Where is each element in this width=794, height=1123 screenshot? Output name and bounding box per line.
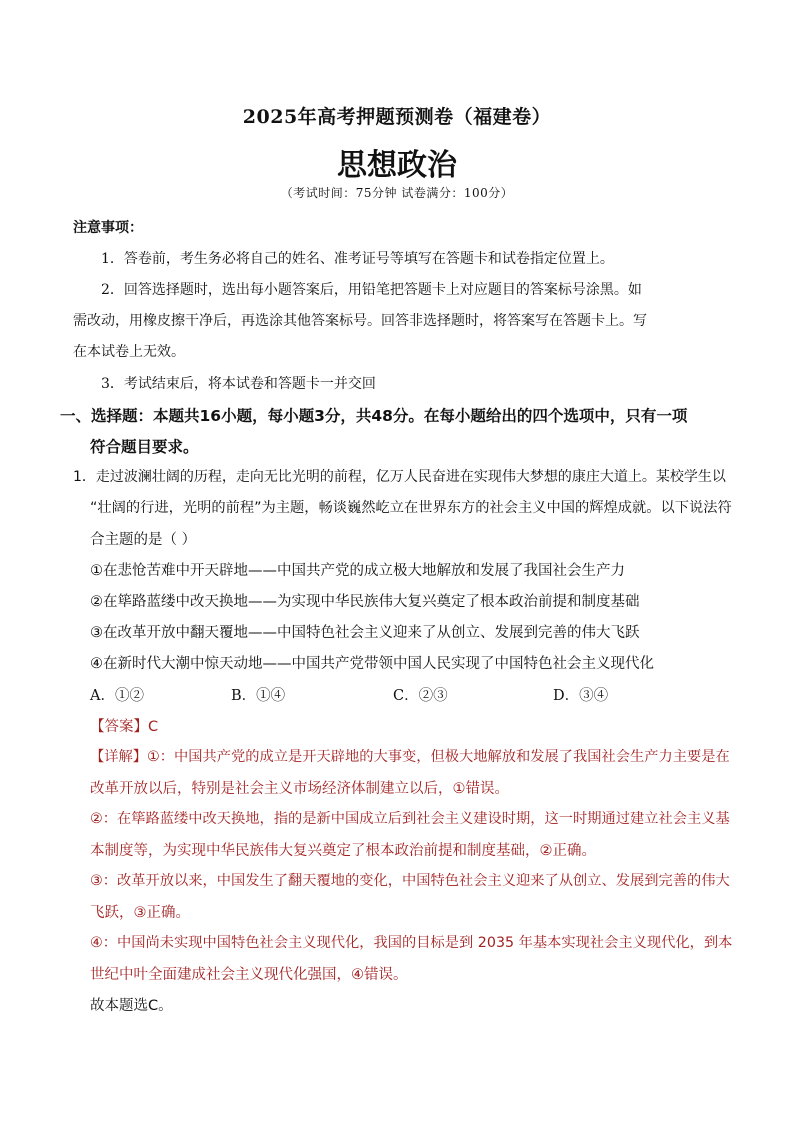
option-d: D．③④ — [553, 688, 609, 704]
question-1-stem-line-2: “壮阔的行进，光明的前程”为主题，畅谈巍然屹立在世界东方的社会主义中国的辉煌成就。以下说法符 — [90, 500, 732, 516]
explanation-p2-line-1: ②：在筚路蓝缕中改天换地，指的是新中国成立后到社会主义建设时期，这一时期通过建立社会主义基 — [90, 811, 730, 827]
explanation-p1-line-1 — [90, 746, 730, 766]
statement-3: ③在改革开放中翻天覆地——中国特色社会主义迎来了从创立、发展到完善的伟大飞跃 — [90, 625, 640, 641]
notice-item-3: 3．考试结束后，将本试卷和答题卡一并交回 — [101, 376, 376, 392]
explanation-p1-text: ①：中国共产党的成立是开天辟地的大事变，但极大地解放和发展了我国社会生产力主要是在 — [147, 749, 730, 765]
explanation-p2-line-2: 本制度等，为实现中华民族伟大复兴奠定了根本政治前提和制度基础，②正确。 — [90, 843, 596, 859]
exam-meta: （考试时间：75分钟 试卷满分：100分） — [280, 186, 514, 200]
notice-item-1: 1．答卷前，考生务必将自己的姓名、准考证号等填写在答题卡和试卷指定位置上。 — [101, 251, 614, 267]
section-heading-line-2: 符合题目要求。 — [90, 438, 199, 456]
notice-item-2-line-3: 在本试卷上无效。 — [73, 344, 185, 360]
exam-title: 2025年高考押题预测卷（福建卷） — [242, 106, 552, 128]
explanation-p3-line-1: ③：改革开放以来，中国发生了翻天覆地的变化，中国特色社会主义迎来了从创立、发展到完善的伟大 — [90, 873, 730, 889]
statement-1: ①在悲怆苦难中开天辟地——中国共产党的成立极大地解放和发展了我国社会生产力 — [90, 563, 625, 579]
notice-heading: 注意事项： — [73, 220, 143, 236]
answer-label: 【答案】C — [90, 719, 159, 735]
explanation-label: 【详解】 — [90, 749, 148, 765]
question-1-stem-line-3: 合主题的是（ ） — [90, 532, 197, 548]
statement-4: ④在新时代大潮中惊天动地——中国共产党带领中国人民实现了中国特色社会主义现代化 — [90, 656, 654, 672]
section-heading-line-1: 一、选择题：本题共16小题，每小题3分，共48分。在每小题给出的四个选项中，只有一项 — [60, 407, 688, 425]
option-a: A．①② — [90, 688, 144, 704]
notice-item-2-line-2: 需改动，用橡皮擦干净后，再选涂其他答案标号。回答非选择题时，将答案写在答题卡上。写 — [73, 313, 647, 329]
explanation-p4-line-1: ④：中国尚未实现中国特色社会主义现代化，我国的目标是到 2035 年基本实现社会主义现代化，到本 — [90, 935, 733, 951]
explanation-p1-line-2: 改革开放以后，特别是社会主义市场经济体制建立以后，①错误。 — [90, 781, 509, 797]
statement-2: ②在筚路蓝缕中改天换地——为实现中华民族伟大复兴奠定了根本政治前提和制度基础 — [90, 594, 640, 610]
question-1-stem-line-1: 1．走过波澜壮阔的历程，走向无比光明的前程，亿万人民奋进在实现伟大梦想的康庄大道上。某校学生以 — [73, 469, 726, 485]
option-b: B．①④ — [231, 688, 286, 704]
subject-title: 思想政治 — [337, 148, 457, 183]
explanation-p3-line-2: 飞跃，③正确。 — [90, 905, 190, 921]
option-c: C．②③ — [393, 688, 448, 704]
explanation-conclusion: 故本题选C。 — [90, 998, 173, 1014]
explanation-p4-line-2: 世纪中叶全面建成社会主义现代化强国，④错误。 — [90, 967, 408, 983]
notice-item-2-line-1: 2．回答选择题时，选出每小题答案后，用铅笔把答题卡上对应题目的答案标号涂黑。如 — [101, 282, 642, 298]
